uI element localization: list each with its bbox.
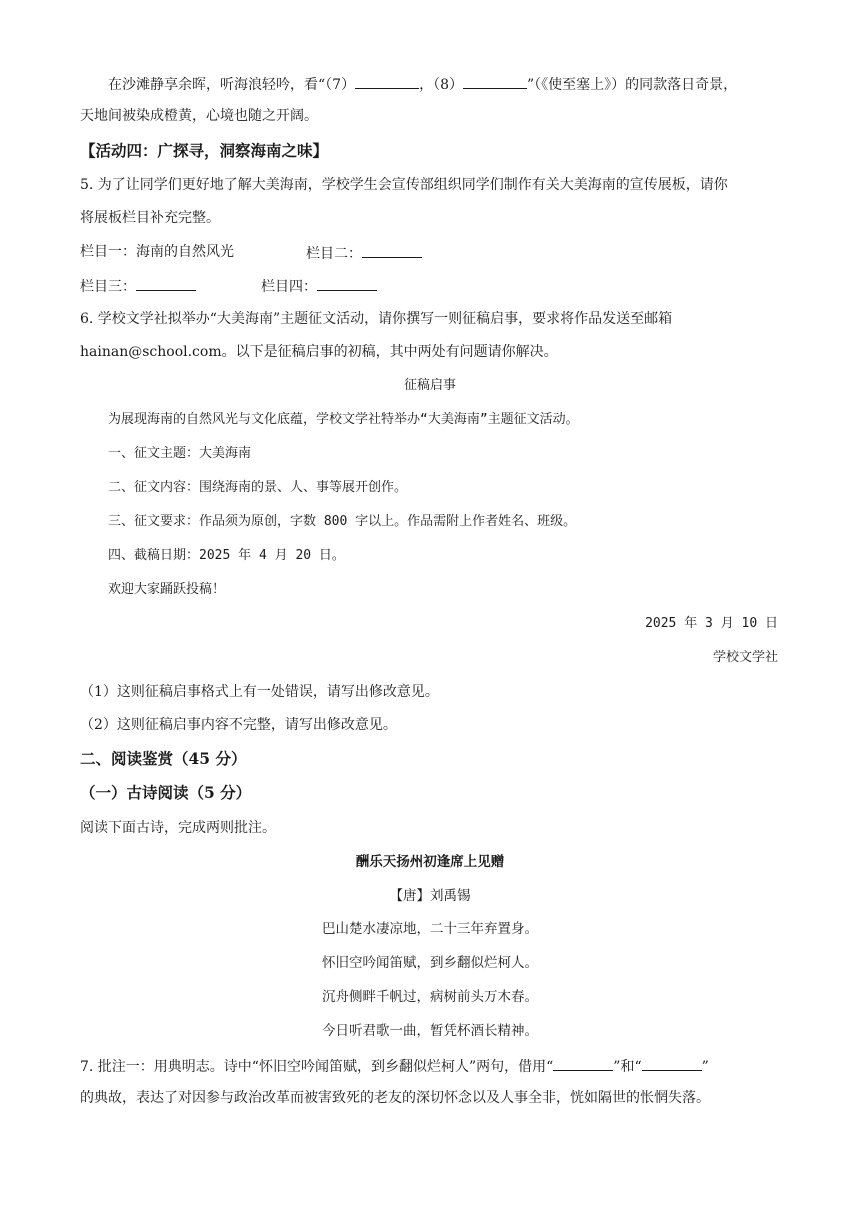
answer-blank-8[interactable] — [463, 73, 527, 89]
activity3-line1 — [108, 73, 737, 95]
text-segment: ，（8） — [419, 77, 463, 93]
section2-subheading: （一）古诗阅读（5 分） — [80, 783, 252, 802]
poem-author: 【唐】刘禹锡 — [389, 888, 471, 904]
text-segment: ”（《使至塞上》）的同款落日奇景， — [527, 77, 738, 93]
notice-title: 征稿启事 — [403, 378, 456, 393]
allusion-blank-2[interactable] — [642, 1055, 702, 1071]
activity4-heading: 【活动四：广探寻，洞察海南之味】 — [80, 141, 329, 160]
column-2-blank[interactable] — [362, 242, 422, 258]
notice-item-4: 四、截稿日期：2025 年 4 月 20 日。 — [108, 548, 345, 563]
text-segment: ” — [701, 1059, 709, 1075]
q6-line1: 6. 学校文学社拟举办“大美海南”主题征文活动，请你撰写一则征稿启事，要求将作品发送至邮箱 — [80, 311, 673, 327]
text-segment: 7. 批注一：用典明志。诗中“怀旧空吟闻笛赋，到乡翻似烂柯人”两句，借用“ — [80, 1059, 554, 1075]
poem-line-1: 巴山楚水凄凉地，二十三年弃置身。 — [322, 921, 538, 937]
notice-item-2: 二、征文内容：围绕海南的景、人、事等展开创作。 — [108, 480, 408, 495]
q6-sub2: （2）这则征稿启事内容不完整，请写出修改意见。 — [80, 717, 397, 733]
poem-line-4: 今日听君歌一曲，暂凭杯酒长精神。 — [322, 1023, 538, 1039]
activity3-line2: 天地间被染成橙黄，心境也随之开阔。 — [80, 108, 318, 124]
column-4 — [261, 275, 377, 297]
answer-blank-7[interactable] — [355, 73, 419, 89]
column-1: 栏目一：海南的自然风光 — [80, 244, 234, 260]
notice-item-3: 三、征文要求：作品须为原创，字数 800 字以上。作品需附上作者姓名、班级。 — [108, 514, 577, 529]
q7-line1 — [80, 1055, 709, 1077]
q5-line1: 5. 为了让同学们更好地了解大美海南，学校学生会宣传部组织同学们制作有关大美海南的宣传展板，请你 — [80, 177, 728, 193]
section2-heading: 二、阅读鉴赏（45 分） — [80, 749, 247, 768]
q6-line2: hainan@school.com。以下是征稿启事的初稿，其中两处有问题请你解决。 — [80, 344, 558, 360]
poem-line-2: 怀旧空吟闻笛赋，到乡翻似烂柯人。 — [322, 955, 538, 971]
notice-item-1: 一、征文主题：大美海南 — [108, 446, 252, 461]
section2-instruction: 阅读下面古诗，完成两则批注。 — [80, 820, 276, 836]
notice-signature: 学校文学社 — [712, 650, 778, 665]
column-3-label: 栏目三： — [80, 279, 136, 295]
notice-date: 2025 年 3 月 10 日 — [645, 616, 778, 631]
column-3-blank[interactable] — [136, 275, 196, 291]
notice-intro: 为展现海南的自然风光与文化底蕴，学校文学社特举办“大美海南”主题征文活动。 — [108, 412, 579, 427]
poem-line-3: 沉舟侧畔千帆过，病树前头万木春。 — [322, 989, 538, 1005]
column-3 — [80, 275, 196, 297]
text-segment: 在沙滩静享余晖，听海浪轻吟，看“（7） — [108, 77, 356, 93]
q6-sub1: （1）这则征稿启事格式上有一处错误，请写出修改意见。 — [80, 684, 439, 700]
q5-line2: 将展板栏目补充完整。 — [80, 210, 220, 226]
column-2 — [306, 242, 422, 264]
q7-line2: 的典故，表达了对因参与政治改革而被害致死的老友的深切怀念以及人事全非，恍如隔世的怅惘失落。 — [80, 1090, 710, 1106]
notice-closing: 欢迎大家踊跃投稿！ — [108, 582, 226, 597]
allusion-blank-1[interactable] — [553, 1055, 613, 1071]
column-4-label: 栏目四： — [261, 279, 317, 295]
column-2-label: 栏目二： — [306, 246, 362, 262]
column-4-blank[interactable] — [317, 275, 377, 291]
text-segment: ”和“ — [613, 1059, 642, 1075]
poem-title: 酬乐天扬州初逢席上见赠 — [355, 854, 505, 870]
